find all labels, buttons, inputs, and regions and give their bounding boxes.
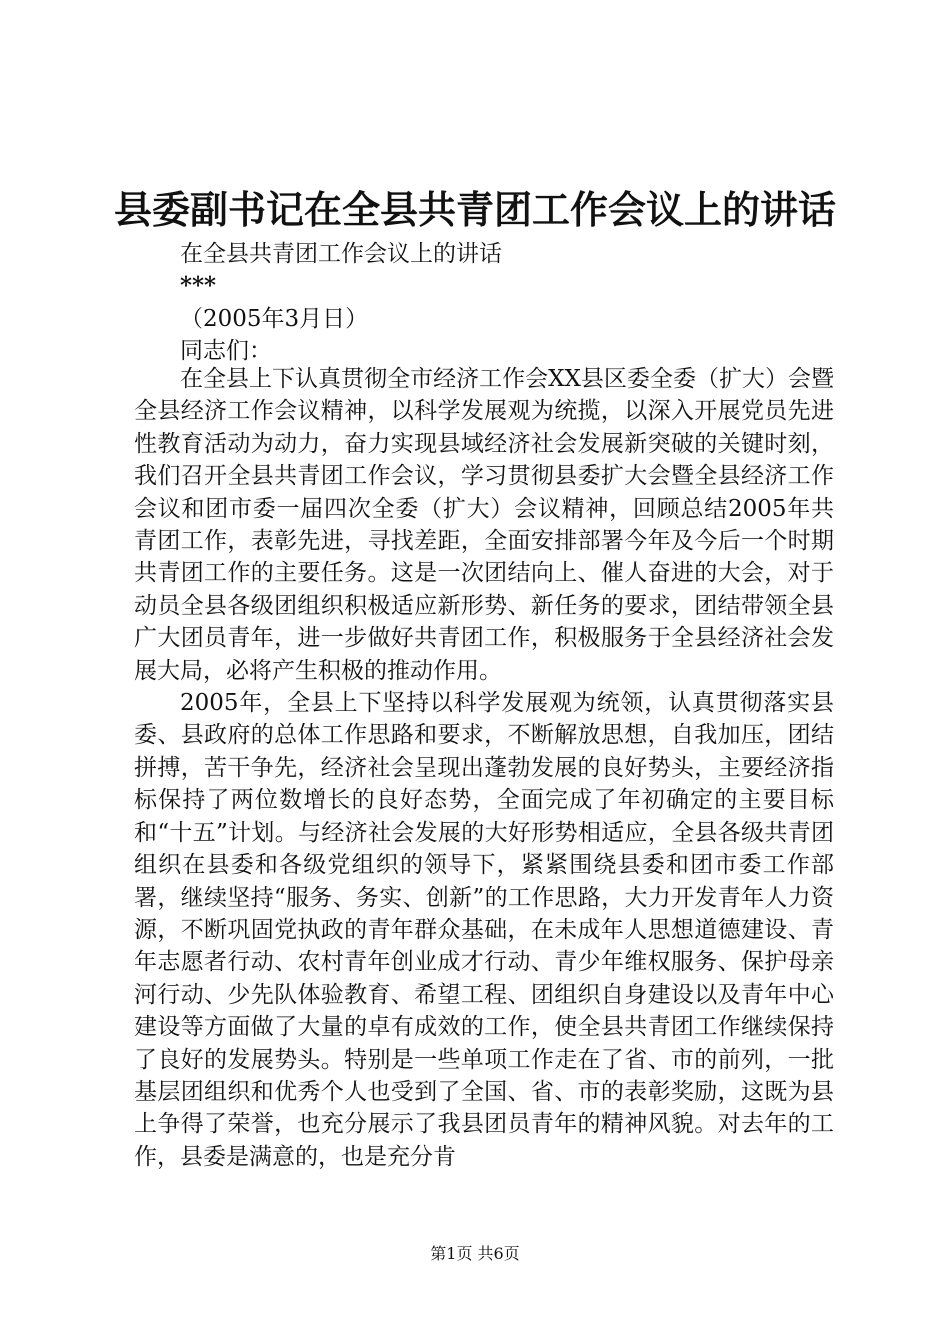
body-paragraph: 2005年，全县上下坚持以科学发展观为统领，认真贯彻落实县委、县政府的总体工作思路和要求，不断解放思想，自我加压，团结拼搏，苦干争先，经济社会呈现出蓬勃发展的良好势头，主要经济指标保持了两位数增长的良好态势，全面完成了年初确定的主要目标和“十五”计划。与经济社会发展的大好形势相适应，全县各级共青团组织在县委和各级党组织的领导下，紧紧围绕县委和团市委工作部署，继续坚持“服务、务实、创新”的工作思路，大力开发青年人力资源，不断巩固党执政的青年群众基础，在未成年人思想道德建设、青年志愿者行动、农村青年创业成才行动、青少年维权服务、保护母亲河行动、少先队体验教育、希望工程、团组织自身建设以及青年中心建设等方面做了大量的卓有成效的工作，使全县共青团工作继续保持了良好的发展势头。特别是一些单项工作走在了省、市的前列，一批基层团组织和优秀个人也受到了全国、省、市的表彰奖励，这既为县上争得了荣誉，也充分展示了我县团员青年的精神风貌。对去年的工作，县委是满意的，也是充分肯 <box>134 690 834 1170</box>
document-salutation: 同志们： <box>180 338 272 365</box>
document-body <box>134 363 834 1173</box>
body-paragraph: 在全县上下认真贯彻全市经济工作会XX县区委全委（扩大）会暨全县经济工作会议精神，以科学发展观为统揽，以深入开展党员先进性教育活动为动力，奋力实现县域经济社会发展新突破的关键时刻，我们召开全县共青团工作会议，学习贯彻县委扩大会暨全县经济工作会议和团市委一届四次全委（扩大）会议精神，回顾总结2005年共青团工作，表彰先进，寻找差距，全面安排部署今年及今后一个时期共青团工作的主要任务。这是一次团结向上、催人奋进的大会，对于动员全县各级团组织积极适应新形势、新任务的要求，团结带领全县广大团员青年，进一步做好共青团工作，积极服务于全县经济社会发展大局，必将产生积极的推动作用。 <box>134 366 834 684</box>
document-subtitle: 在全县共青团工作会议上的讲话 <box>180 241 502 267</box>
page-footer: 第1页 共6页 <box>430 1244 520 1263</box>
document-title: 县委副书记在全县共青团工作会议上的讲话 <box>113 187 836 232</box>
document-date: （2005年3月日） <box>180 305 369 332</box>
document-author: *** <box>180 272 217 300</box>
document-header-lines <box>134 238 834 368</box>
